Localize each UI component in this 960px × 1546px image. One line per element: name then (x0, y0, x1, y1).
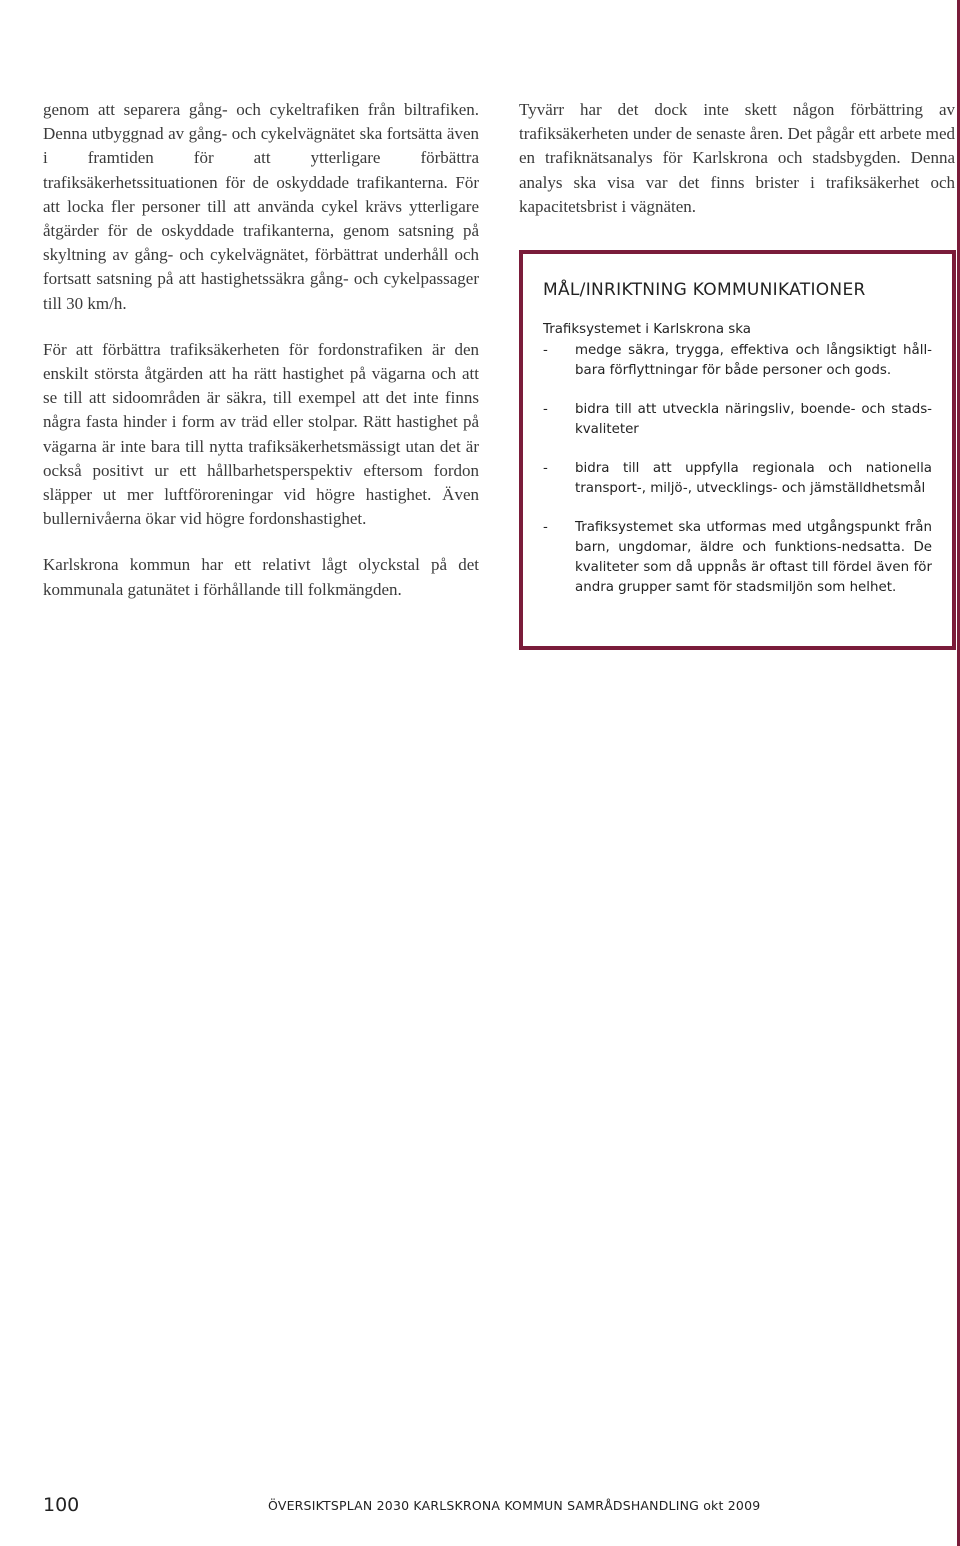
goal-list-item (543, 459, 932, 499)
page-number: 100 (43, 1494, 80, 1516)
document-footer-title: ÖVERSIKTSPLAN 2030 KARLSKRONA KOMMUN SAMRÅDSHANDLING okt 2009 (268, 1498, 761, 1513)
dash-bullet: - (543, 402, 548, 417)
dash-bullet: - (543, 343, 548, 358)
goal-item-text: bidra till att uppfylla regionala och nationella transport-, miljö-, utvecklings- och jämställdhetsmål (575, 461, 932, 496)
goal-box-heading: MÅL/INRIKTNING KOMMUNIKATIONER (543, 280, 866, 300)
left-text-column (43, 98, 479, 624)
goal-item-text: medge säkra, trygga, effektiva och långsiktigt håll-bara förflyttningar för både personer och gods. (575, 343, 932, 378)
goal-item-text: Trafiksystemet ska utformas med utgångspunkt från barn, ungdomar, äldre och funktions-nedsatta. De kvaliteter som då uppnås är oftast till fördel även för andra grupper samt för stadsmiljön som helhet. (575, 520, 932, 595)
goal-list-item (543, 518, 932, 598)
goal-item-text: bidra till att utveckla näringsliv, boende- och stads-kvaliteter (575, 402, 932, 437)
right-text-column (519, 98, 955, 241)
goal-box-intro: Trafiksystemet i Karlskrona ska (543, 322, 752, 337)
goal-list (543, 341, 932, 598)
dash-bullet: - (543, 520, 548, 535)
dash-bullet: - (543, 461, 548, 476)
goal-list-item (543, 400, 932, 440)
body-paragraph: Tyvärr har det dock inte skett någon förbättring av trafiksäkerheten under de senaste åren. Det pågår ett arbete med en trafiknätsanalys för Karlskrona och stadsbygden. Denna analys ska visa var det finns brister i trafiksäkerhet och kapacitetsbrist i vägnäten. (519, 100, 955, 216)
body-paragraph: För att förbättra trafiksäkerheten för fordonstrafiken är den enskilt största åtgärden att ha rätt hastighet på vägarna och att se till att sidoområden är säkra, till exempel att det inte finns några fasta hinder i form av träd eller stolpar. Rätt hastighet på vägarna är inte bara till nytta trafiksäkerhetsmässigt utan det är också positivt ur ett hållbarhetsperspektiv eftersom fordon släpper ut mer luftföroreningar vid högre hastighet. Även bullernivåerna ökar vid högre fordonshastighet. (43, 339, 479, 529)
goal-box (519, 250, 956, 650)
goal-list-item (543, 341, 932, 381)
body-paragraph: genom att separera gång- och cykeltrafiken från biltrafiken. Denna utbyggnad av gång- och cykelvägnätet ska fortsätta även i framtiden för att ytterligare förbättra trafiksäkerhetssituationen för de oskyddade trafikanterna. För att locka fler personer till att använda cykel krävs ytterligare åtgärder för de oskyddade trafikanterna, genom satsning på skyltning av gång- och cykelvägnätet, förbättrat underhåll och fortsatt satsning på att hastighetssäkra gång- och cykelpassager till 30 km/h. (43, 100, 479, 313)
body-paragraph: Karlskrona kommun har ett relativt lågt olyckstal på det kommunala gatunätet i förhållande till folkmängden. (43, 555, 479, 599)
